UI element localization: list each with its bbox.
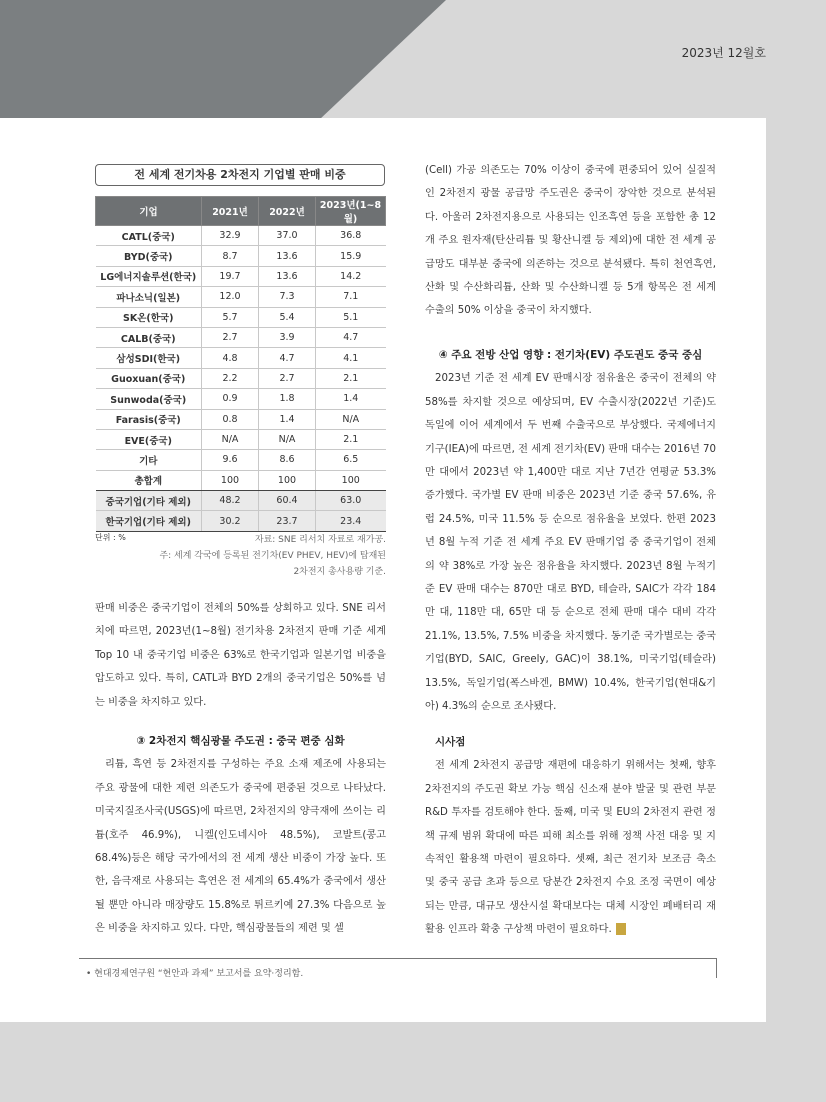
note-line-1: 주: 세계 각국에 등록된 전기차(EV PHEV, HEV)에 탑재된 — [159, 551, 386, 561]
value-cell: 4.7 — [316, 327, 386, 347]
implications-section — [425, 731, 716, 942]
value-cell: 7.3 — [259, 287, 316, 307]
note-line-2: 2차전지 총사용량 기준. — [293, 567, 386, 577]
company-cell: 중국기업(기타 제외) — [96, 491, 202, 511]
value-cell: 5.1 — [316, 307, 386, 327]
section-4-body: 2023년 기준 전 세계 EV 판매시장 점유율은 중국이 전체의 약 58%를 차지할 것으로 예상되며, EV 수출시장(2022년 기준)도 독일에 이어 세계에서 두 번째 수출국으로 부상했다. 국제에너지기구(IEA)에 따르면, 전 세계 전기차(EV) 판매 대수는 2016년 70만 대에서 2023년 약 1,400만 대로 지난 7년간 연평균 53.3% 증가했다. 국가별 EV 판매 비중은 2023년 기준 중국 57.6%, 유럽 24.5%, 미국 11.5% 등 순으로 점유율을 보였다. 한편 2023년 8월 누적 기준 전 세계 주요 EV 판매기업 중 중국기업이 전체의 약 38%로 가장 높은 점유율을 차지했다. 2023년 8월 누적기준 EV 판매 대수는 870만 대로 BYD, 테슬라, SAIC가 각각 184만 대, 118만 대, 65만 대 등 순으로 전체 판매 대수 대비 각각 21.1%, 13.5%, 7.5% 비중을 차지했다. 동기준 국가별로는 중국기업(BYD, SAIC, Greely, GAC)이 38.1%, 미국기업(테슬라) 13.5%, 독일기업(폭스바겐, BMW) 10.4%, 한국기업(현대&기아) 4.3%의 순으로 조사됐다. — [425, 373, 716, 713]
company-cell: Sunwoda(중국) — [96, 389, 202, 409]
table-unit: 단위 : % — [95, 533, 126, 542]
table-row — [96, 226, 386, 246]
section-3-title: ③ 2차전지 핵심광물 주도권 : 중국 편중 심화 — [136, 735, 345, 747]
source-line: 자료: SNE 리서치 자료로 재가공. — [254, 535, 386, 545]
value-cell: 5.4 — [259, 307, 316, 327]
value-cell: 5.7 — [202, 307, 259, 327]
table-row — [96, 327, 386, 347]
section-3 — [95, 730, 386, 941]
section-3-body: 리튬, 흑연 등 2차전지를 구성하는 주요 소재 제조에 사용되는 주요 광물에 대한 제련 의존도가 중국에 편중된 것으로 나타났다. 미국지질조사국(USGS)에 따르면, 2차전지의 양극재에 쓰이는 리튬(호주 46.9%), 니켈(인도네시아 48.5%), 코발트(콩고 68.4%)등은 해당 국가에서의 전 세계 생산 비중이 가장 높다. 또한, 음극재로 사용되는 흑연은 전 세계의 65.4%가 중국에서 생산될 뿐만 아니라 매장량도 15.8%로 튀르키예 27.3% 다음으로 높은 비중을 차지하고 있다. 다만, 핵심광물들의 제련 및 셀 — [95, 759, 386, 935]
value-cell: 6.5 — [316, 450, 386, 470]
value-cell: 19.7 — [202, 266, 259, 286]
table-row — [96, 389, 386, 409]
value-cell: 2.7 — [259, 368, 316, 388]
table-header-row — [96, 197, 386, 226]
right-paragraph-top — [425, 159, 716, 323]
value-cell: 12.0 — [202, 287, 259, 307]
value-cell: 14.2 — [316, 266, 386, 286]
table-row — [96, 511, 386, 531]
value-cell: 15.9 — [316, 246, 386, 266]
table-row — [96, 429, 386, 449]
header-company: 기업 — [96, 197, 202, 226]
value-cell: 4.7 — [259, 348, 316, 368]
company-cell: CATL(중국) — [96, 226, 202, 246]
value-cell: 63.0 — [316, 491, 386, 511]
value-cell: 100 — [316, 470, 386, 490]
value-cell: 7.1 — [316, 287, 386, 307]
header-2023: 2023년(1~8월) — [316, 197, 386, 226]
implications-title: 시사점 — [435, 736, 466, 748]
paragraph: (Cell) 가공 의존도는 70% 이상이 중국에 편중되어 있어 실질적인 2차전지 광물 공급망 주도권은 중국이 장악한 것으로 분석된다. 아울러 2차전지용으로 사용되는 인조흑연 등을 포함한 총 12개 주요 원자재(탄산리튬 및 황산니켈 등 제외)에 대한 전 세계 공급망도 대부분 중국에 의존하는 것으로 분석됐다. 특히 천연흑연, 산화 및 수산화리튬, 산화 및 수산화니켈 등 5개 항목은 전 세계 수출의 50% 이상을 중국이 차지했다. — [425, 165, 716, 317]
value-cell: 8.6 — [259, 450, 316, 470]
table-row — [96, 450, 386, 470]
value-cell: 13.6 — [259, 266, 316, 286]
company-cell: CALB(중국) — [96, 327, 202, 347]
paragraph: 판매 비중은 중국기업이 전체의 50%를 상회하고 있다. SNE 리서치에 따르면, 2023년(1~8월) 전기차용 2차전지 판매 기준 세계 Top 10 내 중국기업 비중은 63%로 한국기업과 일본기업 비중을 압도하고 있다. 특히, CATL과 BYD 2개의 중국기업은 50%를 넘는 비중을 차지하고 있다. — [95, 603, 386, 708]
value-cell: N/A — [259, 429, 316, 449]
company-cell: Guoxuan(중국) — [96, 368, 202, 388]
value-cell: N/A — [202, 429, 259, 449]
table-row — [96, 368, 386, 388]
value-cell: 1.4 — [259, 409, 316, 429]
value-cell: 30.2 — [202, 511, 259, 531]
company-cell: 삼성SDI(한국) — [96, 348, 202, 368]
value-cell: 23.4 — [316, 511, 386, 531]
company-cell: 한국기업(기타 제외) — [96, 511, 202, 531]
value-cell: 2.2 — [202, 368, 259, 388]
table-row — [96, 287, 386, 307]
value-cell: 100 — [259, 470, 316, 490]
value-cell: 37.0 — [259, 226, 316, 246]
company-cell: 파나소닉(일본) — [96, 287, 202, 307]
issue-label: 2023년 12월호 — [681, 46, 766, 60]
value-cell: 13.6 — [259, 246, 316, 266]
table-row — [96, 409, 386, 429]
value-cell: 1.8 — [259, 389, 316, 409]
value-cell: 8.7 — [202, 246, 259, 266]
table-title: 전 세계 전기차용 2차전지 기업별 판매 비중 — [95, 164, 385, 186]
value-cell: 0.9 — [202, 389, 259, 409]
sales-share-table — [95, 196, 386, 532]
table-row — [96, 307, 386, 327]
value-cell: 23.7 — [259, 511, 316, 531]
company-cell: 기타 — [96, 450, 202, 470]
value-cell: 32.9 — [202, 226, 259, 246]
company-cell: BYD(중국) — [96, 246, 202, 266]
document-end-icon — [616, 923, 626, 935]
implications-body — [425, 754, 716, 941]
value-cell: 9.6 — [202, 450, 259, 470]
header-2021: 2021년 — [202, 197, 259, 226]
company-cell: 총합계 — [96, 470, 202, 490]
value-cell: N/A — [316, 409, 386, 429]
table-row — [96, 348, 386, 368]
company-cell: EVE(중국) — [96, 429, 202, 449]
value-cell: 2.7 — [202, 327, 259, 347]
company-cell: Farasis(중국) — [96, 409, 202, 429]
table-row — [96, 491, 386, 511]
table-row — [96, 246, 386, 266]
value-cell: 4.8 — [202, 348, 259, 368]
value-cell: 100 — [202, 470, 259, 490]
section-4 — [425, 344, 716, 719]
value-cell: 3.9 — [259, 327, 316, 347]
table-row — [96, 266, 386, 286]
table-row — [96, 470, 386, 490]
section-4-title: ④ 주요 전방 산업 영향 : 전기차(EV) 주도권도 중국 중심 — [438, 349, 703, 361]
value-cell: 2.1 — [316, 368, 386, 388]
company-cell: LG에너지솔루션(한국) — [96, 266, 202, 286]
value-cell: 60.4 — [259, 491, 316, 511]
footnote-text: 현대경제연구원 “현안과 과제” 보고서를 요약·정리함. — [94, 969, 304, 979]
value-cell: 4.1 — [316, 348, 386, 368]
left-paragraph-1 — [95, 597, 386, 714]
value-cell: 48.2 — [202, 491, 259, 511]
value-cell: 0.8 — [202, 409, 259, 429]
table-source — [95, 532, 386, 580]
company-cell: SK온(한국) — [96, 307, 202, 327]
header-2022: 2022년 — [259, 197, 316, 226]
implications-text: 전 세계 2차전지 공급망 재편에 대응하기 위해서는 첫째, 향후 2차전지의 주도권 확보 가능 핵심 신소재 분야 발굴 및 관련 부문 R&D 투자를 검토해야 한다. 둘째, 미국 및 EU의 2차전지 관련 정책 규제 범위 확대에 따른 피해 최소를 위해 정책 사전 대응 및 지속적인 활용책 마련이 필요하다. 셋째, 최근 전기차 보조금 축소 및 중국 공급 초과 등으로 당분간 2차전지 수요 조정 국면이 예상되는 만큼, 대규모 생산시설 확대보다는 대체 시장인 폐배터리 재활용 인프라 확충 구상책 마련이 필요하다. — [425, 760, 716, 936]
footnote: • 현대경제연구원 “현안과 과제” 보고서를 요약·정리함. — [86, 969, 304, 979]
value-cell: 36.8 — [316, 226, 386, 246]
value-cell: 2.1 — [316, 429, 386, 449]
value-cell: 1.4 — [316, 389, 386, 409]
